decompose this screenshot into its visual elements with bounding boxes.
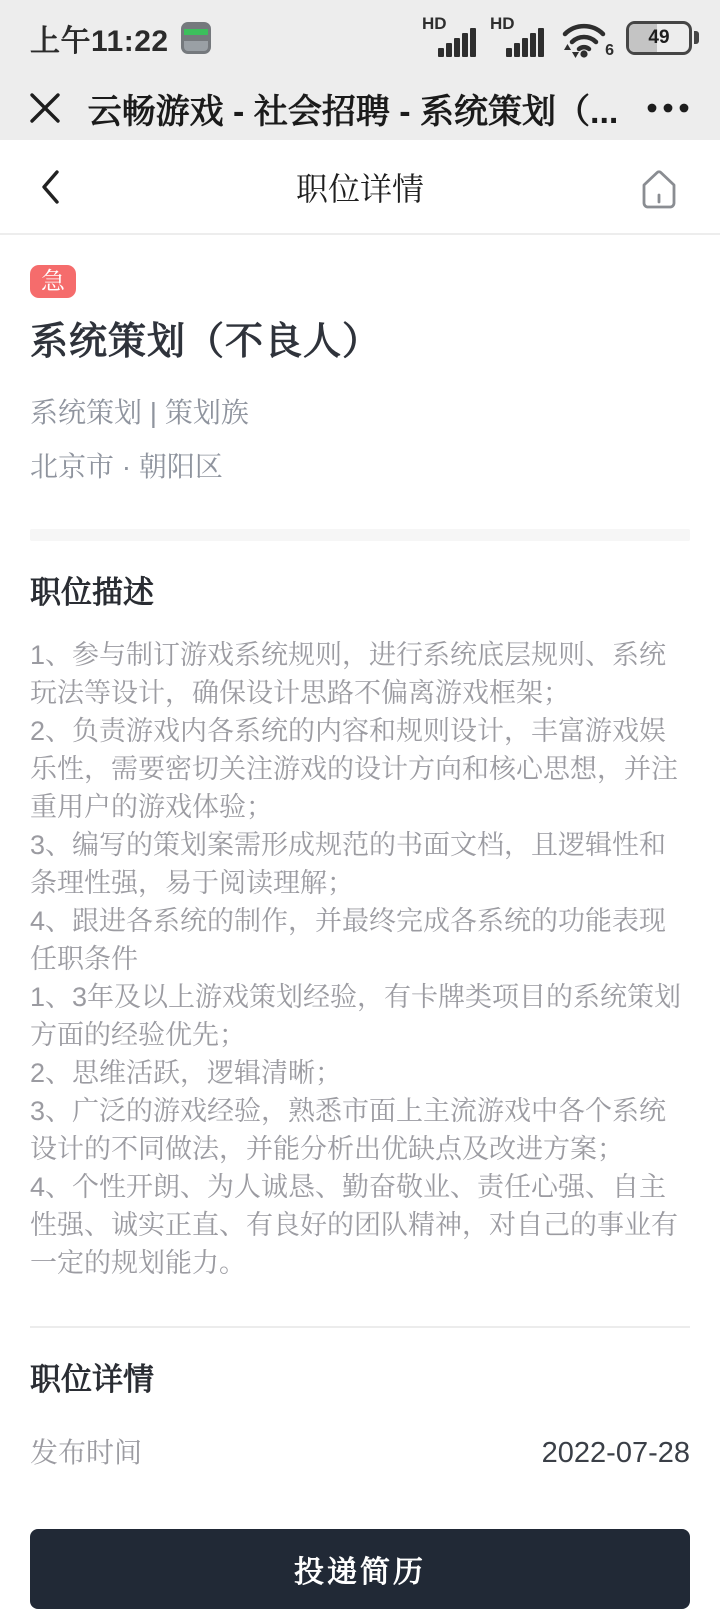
job-location: 北京市 · 朝阳区 bbox=[30, 451, 223, 482]
battery-icon bbox=[626, 21, 692, 55]
publish-date-value: 2022-07-28 bbox=[541, 1437, 690, 1469]
description-paragraph: 3、编写的策划案需形成规范的书面文档，且逻辑性和条理性强，易于阅读理解； bbox=[30, 830, 667, 898]
page-nav-bar bbox=[0, 140, 720, 235]
description-paragraph: 2、负责游戏内各系统的内容和规则设计，丰富游戏娱乐性，需要密切关注游戏的设计方向和核心思想，并注重用户的游戏体验； bbox=[30, 716, 678, 822]
urgent-badge: 急 bbox=[30, 265, 76, 298]
cellular-signal-icon bbox=[490, 14, 546, 62]
hd-voice-label: HD bbox=[490, 14, 515, 33]
description-paragraph: 4、个性开朗、为人诚恳、勤奋敬业、责任心强、自主性强、诚实正直、有良好的团队精神，对自己的事业有一定的规划能力。 bbox=[30, 1172, 678, 1278]
section-divider bbox=[30, 529, 690, 541]
wifi-generation-label: 6 bbox=[605, 42, 614, 59]
hd-voice-label: HD bbox=[422, 14, 447, 33]
description-paragraph: 1、3年及以上游戏策划经验，有卡牌类项目的系统策划方面的经验优先； bbox=[30, 982, 682, 1050]
status-time: 上午11:22 bbox=[30, 25, 169, 58]
description-paragraph: 1、参与制订游戏系统规则，进行系统底层规则、系统玩法等设计，确保设计思路不偏离游戏框架； bbox=[30, 640, 667, 708]
job-detail-content bbox=[0, 235, 720, 1609]
webview-page-title: 云畅游戏 - 社会招聘 - 系统策划（... bbox=[87, 92, 619, 131]
home-icon[interactable] bbox=[636, 163, 682, 211]
job-description bbox=[30, 636, 690, 1282]
job-category: 系统策划 | 策划族 bbox=[30, 397, 249, 428]
close-icon[interactable] bbox=[28, 91, 62, 125]
detail-row bbox=[30, 1431, 690, 1471]
description-paragraph: 2、思维活跃，逻辑清晰； bbox=[30, 1058, 343, 1088]
more-menu-icon[interactable] bbox=[644, 102, 692, 114]
details-heading: 职位详情 bbox=[30, 1362, 154, 1397]
cellular-signal-icon bbox=[422, 14, 478, 62]
job-title: 系统策划（不良人） bbox=[30, 321, 382, 363]
apply-button[interactable]: 投递简历 bbox=[30, 1529, 690, 1609]
back-icon[interactable] bbox=[38, 167, 62, 207]
publish-date-label: 发布时间 bbox=[30, 1437, 143, 1468]
page-title: 职位详情 bbox=[295, 170, 424, 207]
webview-title-bar bbox=[0, 76, 720, 140]
description-paragraph: 4、跟进各系统的制作，并最终完成各系统的功能表现 bbox=[30, 906, 667, 936]
section-divider bbox=[30, 1326, 690, 1328]
screen-record-icon bbox=[181, 22, 211, 54]
description-heading: 职位描述 bbox=[30, 575, 154, 610]
battery-percent-label: 49 bbox=[648, 27, 670, 48]
wifi-icon bbox=[558, 14, 614, 62]
description-paragraph: 任职条件 bbox=[30, 944, 138, 974]
status-bar bbox=[0, 0, 720, 76]
description-paragraph: 3、广泛的游戏经验，熟悉市面上主流游戏中各个系统设计的不同做法，并能分析出优缺点及改进方案； bbox=[30, 1096, 667, 1164]
